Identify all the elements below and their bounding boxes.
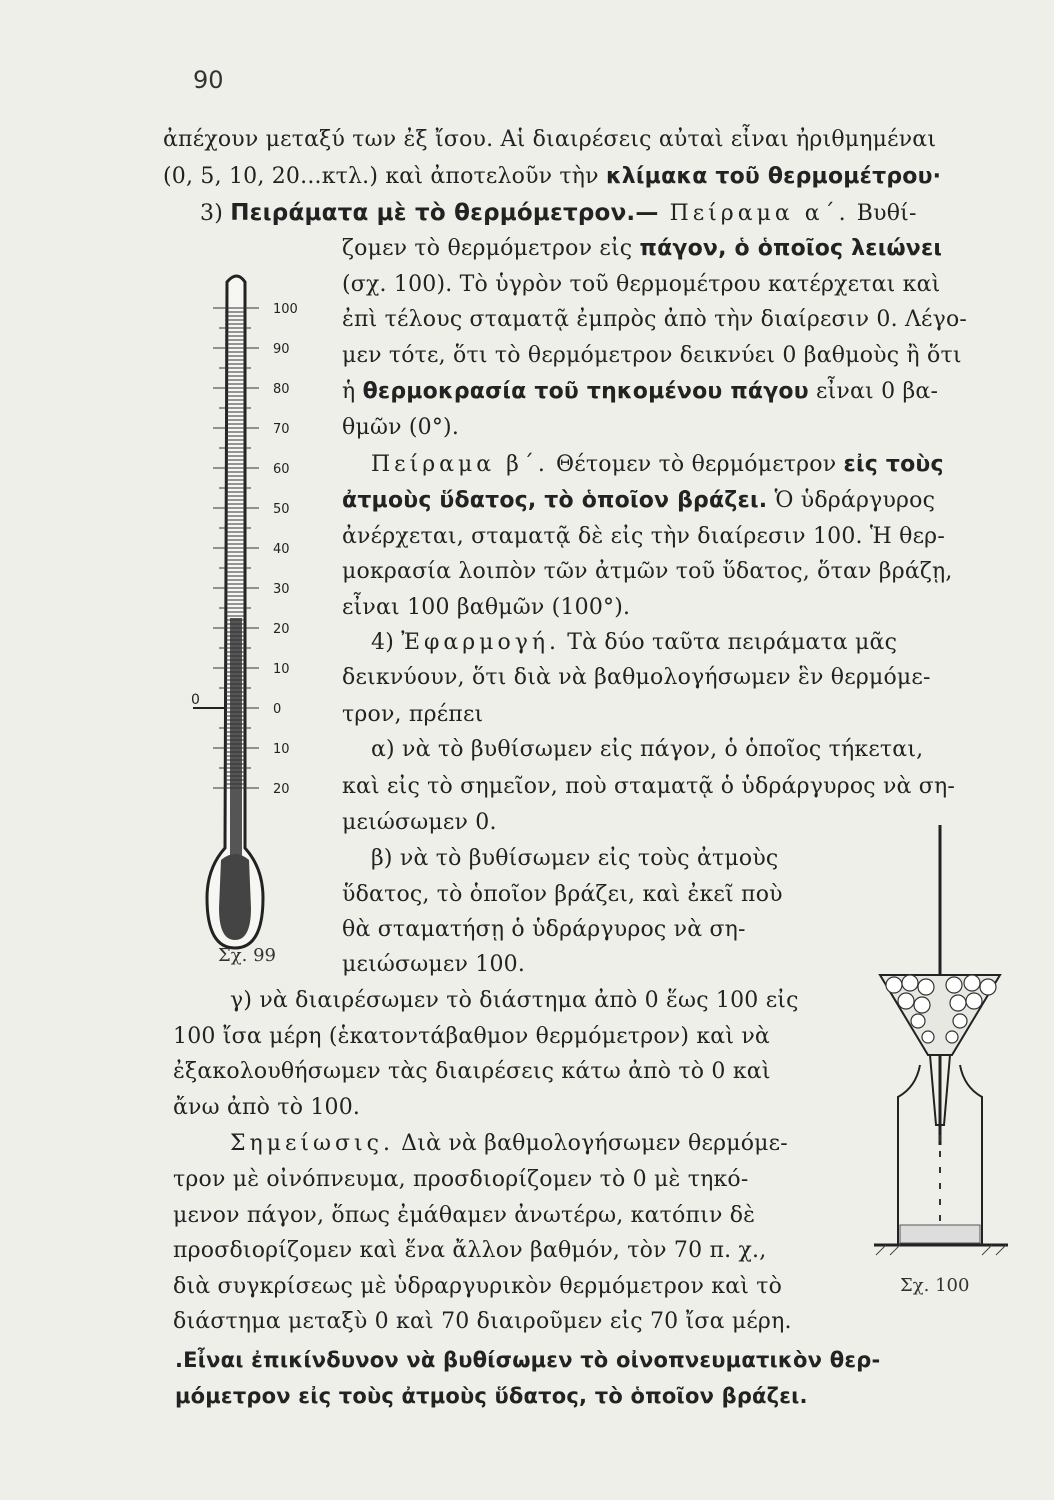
page-number: 90 (193, 66, 224, 94)
text-line: μοκρασία λοιπὸν τῶν ἀτμῶν τοῦ ὕδατος, ὅταν βράζῃ, (342, 559, 953, 584)
scale-label: 80 (273, 382, 290, 397)
text-line: μειώσωμεν 100. (342, 952, 526, 977)
text-line: α) νὰ τὸ βυθίσωμεν εἰς πάγον, ὁ ὁποῖος τήκεται, (371, 737, 924, 762)
text-line: θμῶν (0°). (342, 415, 460, 440)
scale-label: 90 (273, 342, 290, 357)
text-line: θὰ σταματήσῃ ὁ ὑδράργυρος νὰ ση- (342, 917, 746, 942)
section-heading: 3) Πειράματα μὲ τὸ θερμόμετρον.— Πείραμα α΄. Βυθί- (200, 200, 917, 226)
scale-label: 100 (273, 302, 298, 317)
text-line: μειώσωμεν 0. (342, 810, 497, 835)
text-line: Σημείωσις. Διὰ νὰ βαθμολογήσωμεν θερμόμε- (230, 1131, 788, 1156)
text-line: ἐπὶ τέλους σταματᾷ ἐμπρὸς ἀπὸ τὴν διαίρεσιν 0. Λέγο- (342, 307, 968, 332)
text-line: ἄνω ἀπὸ τὸ 100. (173, 1095, 361, 1120)
scale-label: 50 (273, 502, 290, 517)
text-line: μεν τότε, ὅτι τὸ θερμόμετρον δεικνύει 0 βαθμοὺς ἢ ὅτι (342, 343, 962, 368)
text-line: γ) νὰ διαιρέσωμεν τὸ διάστημα ἀπὸ 0 ἕως 100 εἰς (230, 988, 799, 1013)
text-line: ἀπέχουν μεταξύ των ἐξ ἴσου. Αἱ διαιρέσεις αὐταὶ εἶναι ἠριθμημέναι (163, 127, 937, 152)
text-line: β) νὰ τὸ βυθίσωμεν εἰς τοὺς ἀτμοὺς (371, 846, 779, 871)
text-line: μενον πάγον, ὅπως ἐμάθαμεν ἀνωτέρω, κατόπιν δὲ (173, 1203, 756, 1228)
scale-label: 20 (273, 622, 290, 637)
text-line: ἀτμοὺς ὕδατος, τὸ ὁποῖον βράζει. Ὁ ὑδράργυρος (342, 488, 936, 513)
scale-label: 30 (273, 582, 290, 597)
figure-99-caption: Σχ. 99 (218, 945, 276, 966)
term-scale: κλίμακα τοῦ θερμομέτρου· (605, 164, 942, 189)
zero-mark: 0 (191, 692, 200, 708)
text-line: διὰ συγκρίσεως μὲ ὑδραργυρικὸν θερμόμετρον καὶ τὸ (173, 1274, 783, 1299)
text-line: εἶναι 100 βαθμῶν (100°). (342, 595, 631, 620)
text-line: ἡ θερμοκρασία τοῦ τηκομένου πάγου εἶναι 0 βα- (342, 379, 939, 404)
text-line: (σχ. 100). Τὸ ὑγρὸν τοῦ θερμομέτρου κατέρχεται καὶ (342, 272, 941, 297)
figure-99-thermometer (185, 268, 315, 968)
scale-label: 10 (273, 742, 290, 757)
text-line: ὕδατος, τὸ ὁποῖον βράζει, καὶ ἐκεῖ ποὺ (342, 882, 783, 907)
scale-label: 20 (273, 782, 290, 797)
text-line: Πείραμα β΄. Θέτομεν τὸ θερμόμετρον εἰς τοὺς (371, 452, 944, 477)
text-line: ζομεν τὸ θερμόμετρον εἰς πάγον, ὁ ὁποῖος λειώνει (342, 236, 943, 261)
figure-100-apparatus (860, 825, 1020, 1265)
scale-label: 70 (273, 422, 290, 437)
text-line: προσδιορίζομεν καὶ ἕνα ἄλλον βαθμόν, τὸν 70 π. χ., (173, 1238, 767, 1263)
text-line: διάστημα μεταξὺ 0 καὶ 70 διαιροῦμεν εἰς 70 ἴσα μέρη. (173, 1309, 792, 1334)
text-line: ἐξακολουθήσωμεν τὰς διαιρέσεις κάτω ἀπὸ τὸ 0 καὶ (173, 1059, 771, 1084)
scale-label: 60 (273, 462, 290, 477)
figure-100-caption: Σχ. 100 (900, 1275, 970, 1296)
scale-label: 40 (273, 542, 290, 557)
text-line: καὶ εἰς τὸ σημεῖον, ποὺ σταματᾷ ὁ ὑδράργυρος νὰ ση- (342, 774, 956, 799)
warning-line: μόμετρον εἰς τοὺς ἀτμοὺς ὕδατος, τὸ ὁποῖον βράζει. (175, 1384, 808, 1408)
scale-label: 0 (273, 702, 282, 717)
scale-label: 10 (273, 662, 290, 677)
text-line: τρον μὲ οἰνόπνευμα, προσδιορίζομεν τὸ 0 μὲ τηκό- (173, 1167, 749, 1192)
text-line: ἀνέρχεται, σταματᾷ δὲ εἰς τὴν διαίρεσιν 100. Ἡ θερ- (342, 524, 945, 549)
text-line: τρον, πρέπει (342, 702, 484, 727)
text-line: δεικνύουν, ὅτι διὰ νὰ βαθμολογήσωμεν ἓν θερμόμε- (342, 665, 931, 690)
text-line: 100 ἴσα μέρη (ἑκατοντάβαθμον θερμόμετρον) καὶ νὰ (173, 1024, 770, 1049)
warning-line: .Εἶναι ἐπικίνδυνον νὰ βυθίσωμεν τὸ οἰνοπνευματικὸν θερ- (175, 1348, 881, 1372)
text-line: 4) Ἐφαρμογή. Τὰ δύο ταῦτα πειράματα μᾶς (371, 630, 898, 655)
text-line: (0, 5, 10, 20...κτλ.) καὶ ἀποτελοῦν τὴν κλίμακα τοῦ θερμομέτρου· (163, 164, 942, 189)
